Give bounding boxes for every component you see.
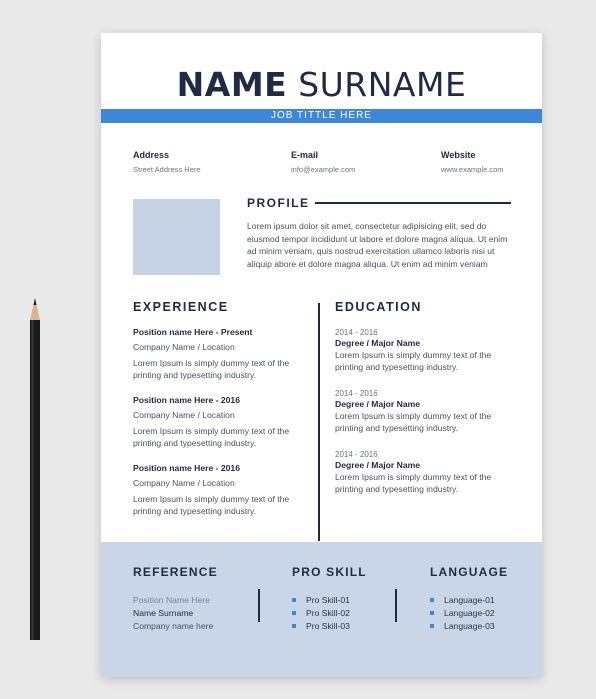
name-last: SURNAME	[298, 65, 467, 104]
experience-position: Position name Here - Present	[133, 327, 253, 337]
experience-description: Lorem Ipsum is simply dummy text of the printing and typesetting industry.	[133, 426, 290, 448]
bullet-icon	[430, 598, 434, 602]
skill-label: Pro Skill-02	[306, 608, 350, 618]
contact-address	[133, 150, 201, 174]
education-item	[335, 328, 515, 373]
footer-divider	[395, 589, 397, 622]
resume-name	[101, 65, 542, 104]
footer-panel	[101, 542, 542, 677]
reference-name: Name Surname	[133, 608, 194, 618]
name-first: NAME	[176, 65, 288, 104]
experience-item	[133, 395, 305, 449]
education-degree: Degree / Major Name	[335, 338, 421, 348]
pro-skill-list	[292, 595, 350, 634]
profile-heading: PROFILE	[247, 196, 310, 210]
profile-divider	[315, 202, 511, 204]
experience-description: Lorem Ipsum is simply dummy text of the printing and typesetting industry.	[133, 358, 290, 380]
contact-label: Website	[441, 150, 476, 160]
education-description: Lorem Ipsum is simply dummy text of the printing and typesetting industry.	[335, 411, 492, 433]
education-years: 2014 - 2016	[335, 328, 378, 337]
experience-heading: EXPERIENCE	[133, 300, 229, 314]
reference-heading: REFERENCE	[133, 565, 218, 579]
contact-email	[291, 150, 355, 174]
experience-item	[133, 327, 305, 381]
list-item	[430, 621, 495, 631]
list-item	[430, 595, 495, 605]
resume-page	[101, 33, 542, 677]
education-description: Lorem Ipsum is simply dummy text of the printing and typesetting industry.	[335, 472, 492, 494]
education-heading: EDUCATION	[335, 300, 422, 314]
list-item	[292, 621, 350, 631]
list-item	[292, 608, 350, 618]
language-list	[430, 595, 495, 634]
education-years: 2014 - 2016	[335, 450, 378, 459]
footer-divider	[258, 589, 260, 622]
contact-value: info@example.com	[291, 165, 356, 174]
skill-label: Pro Skill-01	[306, 595, 350, 605]
contact-value: Street Address Here	[133, 165, 201, 174]
education-degree: Degree / Major Name	[335, 399, 421, 409]
pro-skill-heading: PRO SKILL	[292, 565, 367, 579]
experience-position: Position name Here - 2016	[133, 463, 240, 473]
contact-label: E-mail	[291, 150, 319, 160]
experience-item	[133, 463, 305, 517]
language-label: Language-02	[444, 608, 495, 618]
column-divider	[318, 303, 320, 541]
job-title-bar: JOB TITTLE HERE	[101, 109, 542, 123]
contact-label: Address	[133, 150, 170, 160]
education-item	[335, 389, 515, 434]
language-heading: LANGUAGE	[430, 565, 509, 579]
bullet-icon	[430, 624, 434, 628]
reference-position: Position Name Here	[133, 595, 210, 605]
reference-list	[133, 595, 213, 634]
contact-value: www.example.com	[441, 165, 504, 174]
pencil-icon	[27, 298, 43, 643]
list-item	[430, 608, 495, 618]
language-label: Language-03	[444, 621, 495, 631]
experience-company: Company Name / Location	[133, 410, 235, 420]
photo-placeholder	[133, 199, 220, 275]
education-item	[335, 450, 515, 495]
bullet-icon	[292, 598, 296, 602]
experience-company: Company Name / Location	[133, 478, 235, 488]
education-description: Lorem Ipsum is simply dummy text of the printing and typesetting industry.	[335, 350, 492, 372]
language-label: Language-01	[444, 595, 495, 605]
contact-website	[441, 150, 504, 174]
list-item	[292, 595, 350, 605]
education-degree: Degree / Major Name	[335, 460, 421, 470]
reference-company: Company name here	[133, 621, 214, 631]
experience-description: Lorem Ipsum is simply dummy text of the printing and typesetting industry.	[133, 494, 290, 516]
profile-text: Lorem ipsum dolor sit amet, consectetur adipisicing elit, sed do eiusmod tempor incididunt ut labore et dolore magna aliqua. Ut enim ad minim veniam, quis nostrud exercitation ullamco laboris nisi ut aliquip abore et dolore magna aliqua. Ut enim ad minim veniam	[247, 221, 508, 269]
bullet-icon	[430, 611, 434, 615]
experience-company: Company Name / Location	[133, 342, 235, 352]
bullet-icon	[292, 624, 296, 628]
education-years: 2014 - 2016	[335, 389, 378, 398]
bullet-icon	[292, 611, 296, 615]
experience-position: Position name Here - 2016	[133, 395, 240, 405]
skill-label: Pro Skill-03	[306, 621, 350, 631]
